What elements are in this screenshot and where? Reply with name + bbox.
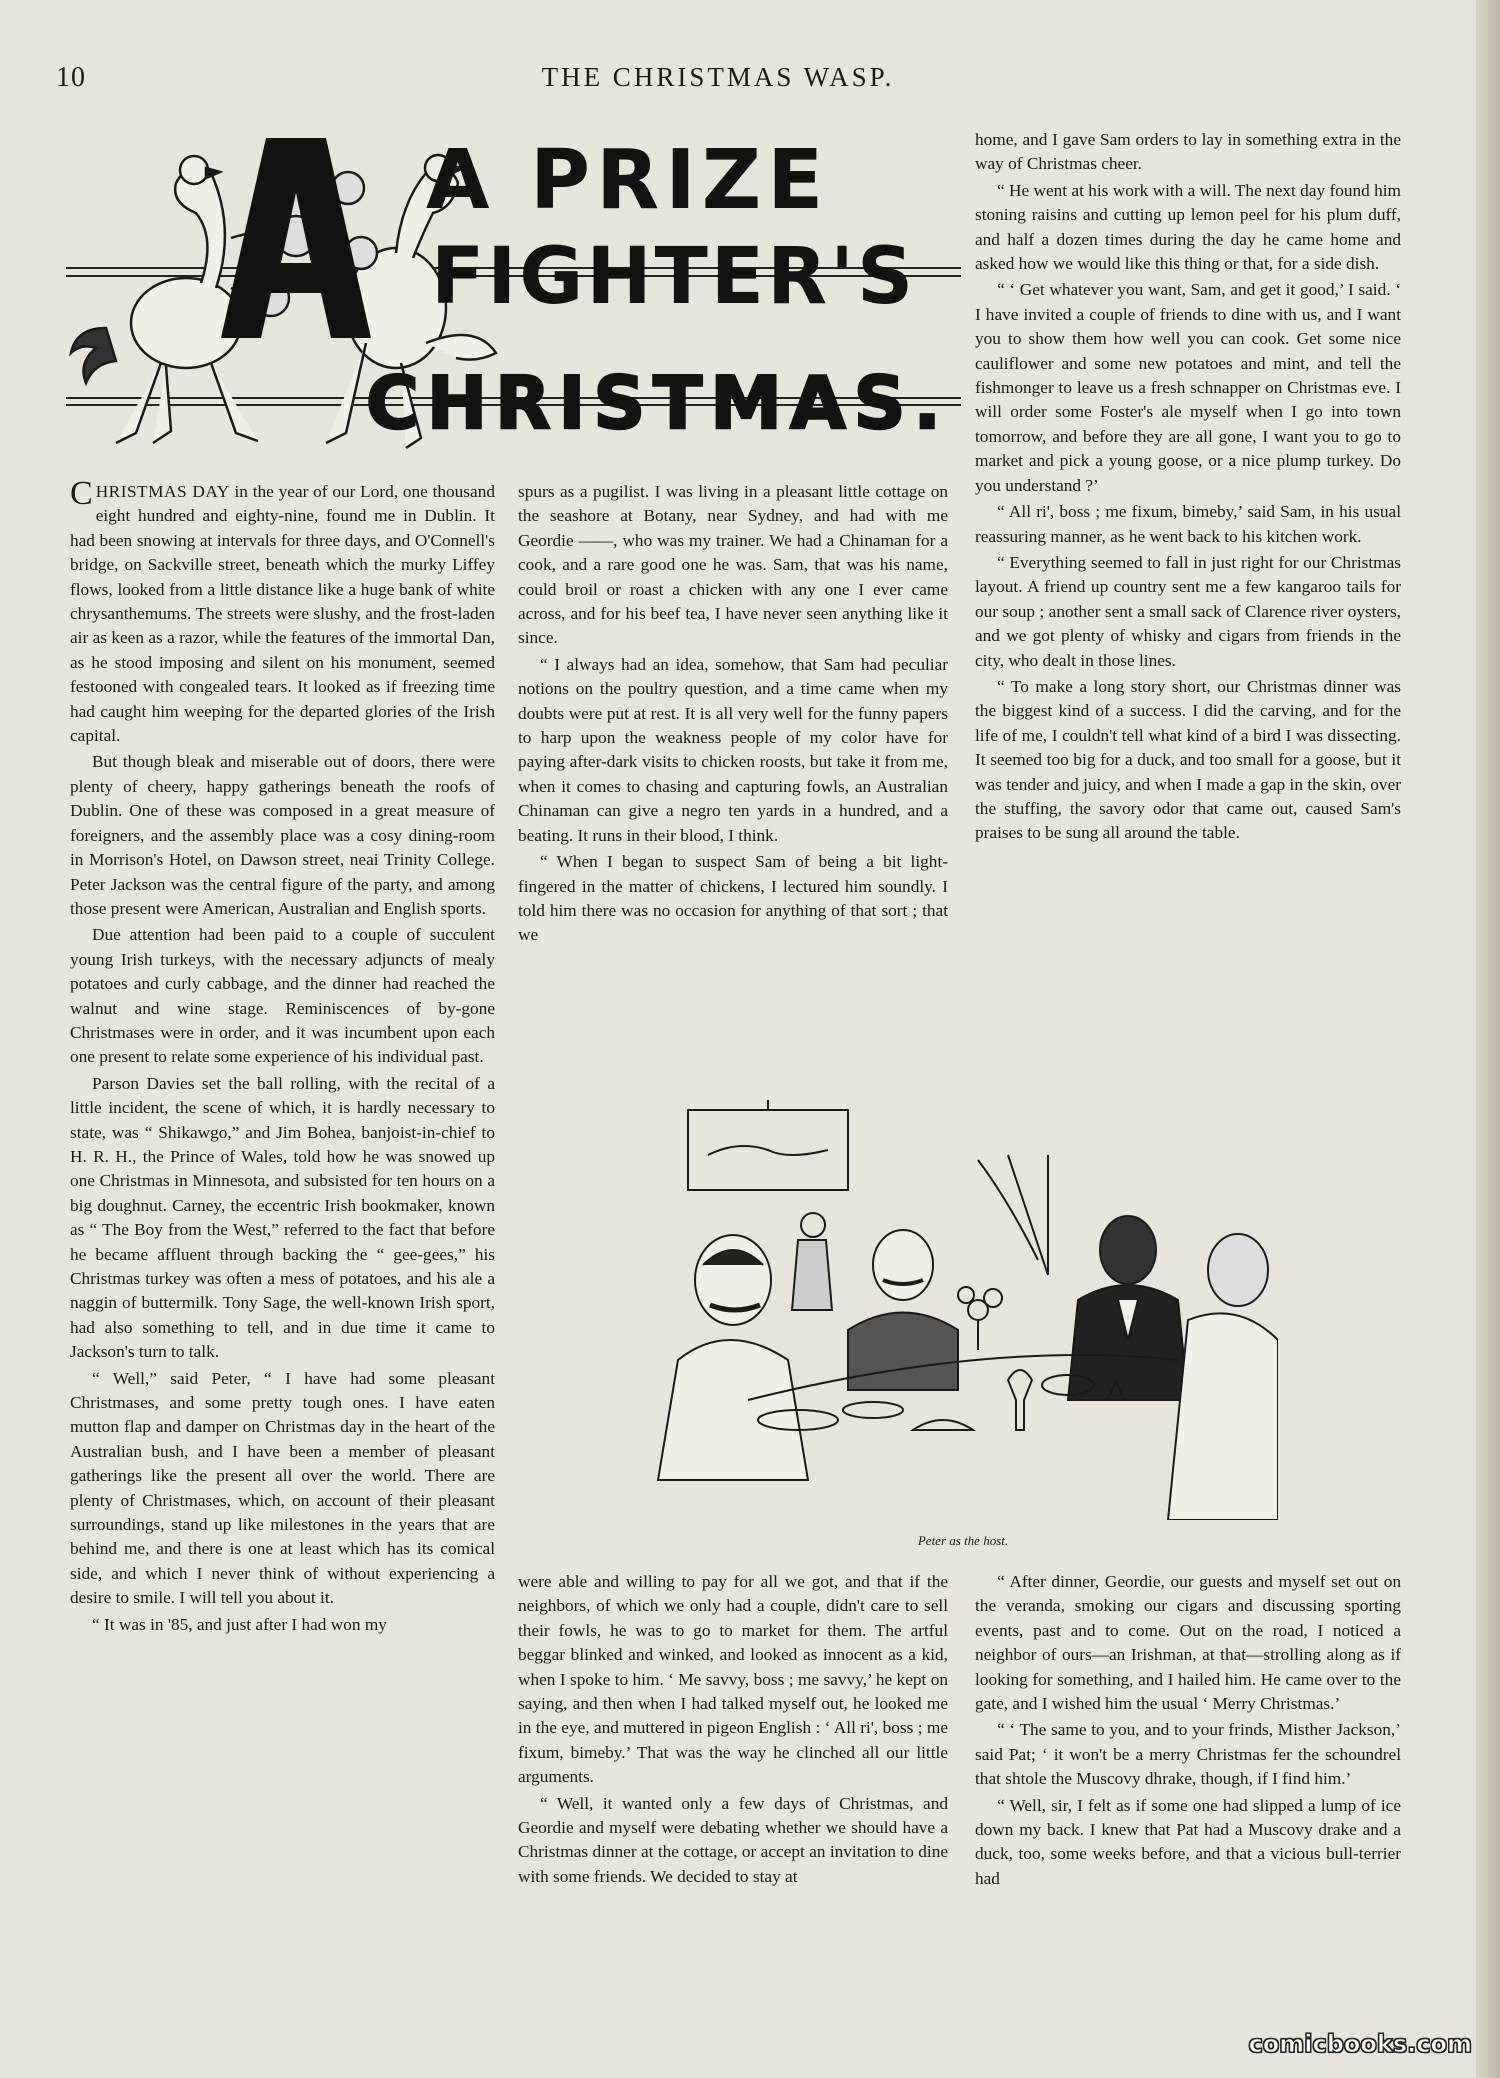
paragraph: home, and I gave Sam orders to lay in something extra in the way of Christmas cheer. — [975, 130, 1401, 174]
paragraph: “ All ri', boss ; me fixum, bimeby,’ said Sam, in his usual reassuring manner, as he went back to his kitchen work. — [975, 502, 1401, 546]
paragraph: “ Well,” said Peter, “ I have had some pleasant Christmases, and some pretty tough ones. I have eaten mutton flap and damper on Christmas day in the heart of the Australian bush, and I have been a member of pleasant gatherings like the present all over the world. There are plenty of Christmases, which, on account of their pleasant surroundings, stand up like milestones in the years that are behind me, and there is one at least which has its comical side, and which I never think of without experiencing a desire to smile. I will tell you about it. — [70, 1368, 495, 1608]
drop-cap: C — [70, 475, 93, 512]
paragraph: “ Well, sir, I felt as if some one had slipped a lump of ice down my back. I knew that Pat had a Muscovy drake and a duck, too, some weeks before, and that a vicious bull-terrier had — [975, 1795, 1401, 1888]
waiter-figure — [792, 1213, 832, 1310]
opening-smallcaps: HRISTMAS DAY — [95, 482, 230, 501]
article-column-1 — [70, 475, 495, 1637]
paragraph: “ When I began to suspect Sam of being a bit light-fingered in the matter of chickens, I lectured him soundly. I told him there was no occasion for anything of that sort ; that we — [518, 852, 948, 945]
gravy-boat — [913, 1420, 973, 1430]
article-column-3-bottom — [975, 1570, 1401, 1891]
title-line-2: FIGHTER'S — [431, 232, 917, 322]
illustration-caption: Peter as the host. — [917, 1533, 1009, 1548]
paragraph: “ ‘ Get whatever you want, Sam, and get it good,’ I said. ‘ I have invited a couple of friends to dine with us, and I want you to show them how well you can cook. Get some nice cauliflower and some new potatoes and mint, and tell the fishmonger to leave us a fresh schnapper on Christmas eve. I will order some Foster's ale myself when I go into town tomorrow, and before they are all gone, I want you to go to market and pick a young goose, or a nice plump turkey. Do you understand ?’ — [975, 280, 1401, 495]
host-figure — [1068, 1216, 1188, 1400]
paragraph: “ After dinner, Geordie, our guests and myself set out on the veranda, smoking our cigars and discussing sporting events, past and to come. Out on the road, I noticed a neighbor of ours—an Irishman, at that—strolling along as if looking for something, and I hailed him. He came over to the gate, and I wished him the usual ‘ Merry Christmas.’ — [975, 1572, 1401, 1714]
scan-edge — [1476, 0, 1500, 2078]
paragraph: “ Well, it wanted only a few days of Christmas, and Geordie and myself were debating whether we should have a Christmas dinner at the cottage, or accept an invitation to dine with some friends. We decided to stay at — [518, 1793, 948, 1886]
title-illustration — [66, 128, 961, 468]
paragraph: “ I always had an idea, somehow, that Sam had peculiar notions on the poultry question, and a time came when my doubts were put at rest. It is all very well for the funny papers to harp upon the weakness people of my color have for paying after-dark visits to chicken roosts, but take it from me, when it comes to chasing and capturing fowls, an Australian Chinaman can give a negro ten yards in a hundred, and a beating. It runs in their blood, I think. — [518, 654, 948, 845]
diner-right-figure — [1168, 1234, 1278, 1520]
article-column-2-top — [518, 480, 948, 948]
page-number: 10 — [56, 62, 86, 93]
paragraph-text: in the year of our Lord, one thousand eight hundred and eighty-nine, found me in Dublin. It had been snowing at intervals for three days, and O'Connell's bridge, on Sackville street, beneath which the murky Liffey flows, looked from a little distance like a huge bank of white chrysanthemums. The streets were slushy, and the frost-laden air as keen as a razor, while the features of the immortal Dan, as he stood imposing and silent on his monument, seemed festooned with congealed tears. It looked as if freezing time had caught him weeping for the departed glories of the Irish capital. — [70, 482, 495, 746]
watermark: comicbooks.com — [1248, 2030, 1472, 2058]
title-lettering — [366, 133, 949, 445]
running-title: THE CHRISTMAS WASP. — [541, 62, 895, 92]
paragraph: “ ‘ The same to you, and to your frinds, Misther Jackson,’ said Pat; ‘ it won't be a merry Christmas fer the schoundrel that shtole the Muscovy dhrake, though, if I find him.’ — [975, 1720, 1401, 1789]
paragraph: “ To make a long story short, our Christmas dinner was the biggest kind of a success. I did the carving, and for the life of me, I couldn't tell what kind of a bird I was dissecting. It seemed too big for a duck, and too small for a goose, but it was tender and juicy, and when I made a gap in the skin, over the stuffing, the savory odor that came out, caused Sam's praises to be sung all around the table. — [975, 676, 1401, 843]
title-line-1: A PRIZE — [426, 133, 830, 228]
plate — [843, 1402, 903, 1418]
diner-middle-figure — [848, 1230, 958, 1390]
wine-glass — [1008, 1370, 1032, 1430]
paragraph: “ Everything seemed to fall in just right for our Christmas layout. A friend up country sent me a few kangaroo tails for our soup ; another sent a small sack of Clarence river oysters, and we got plenty of whisky and cigars from friends in the city, who dealt in those lines. — [975, 552, 1401, 670]
paragraph: “ It was in '85, and just after I had won my — [92, 1614, 387, 1634]
article-column-3-top — [975, 128, 1401, 846]
diner-left-figure — [658, 1235, 808, 1480]
title-line-3: CHRISTMAS. — [366, 361, 949, 445]
wall-picture-horse — [708, 1146, 828, 1155]
paragraph: Parson Davies set the ball rolling, with the recital of a little incident, the scene of which, it is hardly necessary to state, was “ Shikawgo,” and Jim Bohea, banjoist-in-chief to H. R. H., the Prince of Wales, told how he was snowed up one Christmas in Minnesota, and subsisted for ten hours on a big doughnut. Carney, the eccentric Irish bookmaker, known as “ The Boy from the West,” referred to the fact that before he became affluent through backing the “ gee-gees,” his Christmas turkey was often a mess of potatoes, and his ale a naggin of buttermilk. Tony Sage, the well-known Irish sport, had also something to tell, and in due time it came to Jackson's turn to talk. — [70, 1073, 495, 1362]
paragraph: Due attention had been paid to a couple of succulent young Irish turkeys, with the necessary adjuncts of mealy potatoes and curly cabbage, and the dinner had reached the walnut and wine stage. Reminiscences of by-gone Christmases were in order, and it was incumbent upon each one present to relate some experience of his individual past. — [70, 925, 495, 1067]
article-column-2-bottom — [518, 1570, 948, 1889]
paragraph: “ He went at his work with a will. The next day found him stoning raisins and cutting up lemon peel for his plum duff, and half a dozen times during the day he came home and asked how we would like this thing or that, for a side dish. — [975, 180, 1401, 274]
paragraph — [70, 475, 495, 748]
paragraph: were able and willing to pay for all we got, and that if the neighbors, of which we only had a couple, didn't care to sell their fowls, he was to go to market for them. The artful beggar blinked and winked, and looked as innocent as a kid, when I spoke to him. ‘ Me savvy, boss ; me savvy,’ he kept on saying, and then when I had talked myself out, he looked me in the eye, and muttered in pigeon English : ‘ All ri', boss ; me fixum, bimeby.’ That was the way he clinched all our little arguments. — [518, 1572, 948, 1787]
paragraph: But though bleak and miserable out of doors, there were plenty of cheery, happy gatherings beneath the roofs of Dublin. One of these was composed in a great measure of foreigners, and the assembly place was a cosy dining-room in Morrison's Hotel, on Dawson street, neai Trinity College. Peter Jackson was the central figure of the party, and among those present were American, Australian and English sports. — [70, 752, 495, 918]
paragraph: spurs as a pugilist. I was living in a pleasant little cottage on the seashore at Botany, near Sydney, and had with me Geordie ——, who was my trainer. We had a Chinaman for a cook, and a rare good one he was. Sam, that was his name, could broil or roast a chicken with any one I ever came across, and for his beef tea, I have never seen anything like it since. — [518, 482, 948, 648]
dinner-illustration — [648, 1100, 1278, 1520]
flower-centerpiece — [958, 1287, 1002, 1350]
curtain — [978, 1155, 1048, 1275]
